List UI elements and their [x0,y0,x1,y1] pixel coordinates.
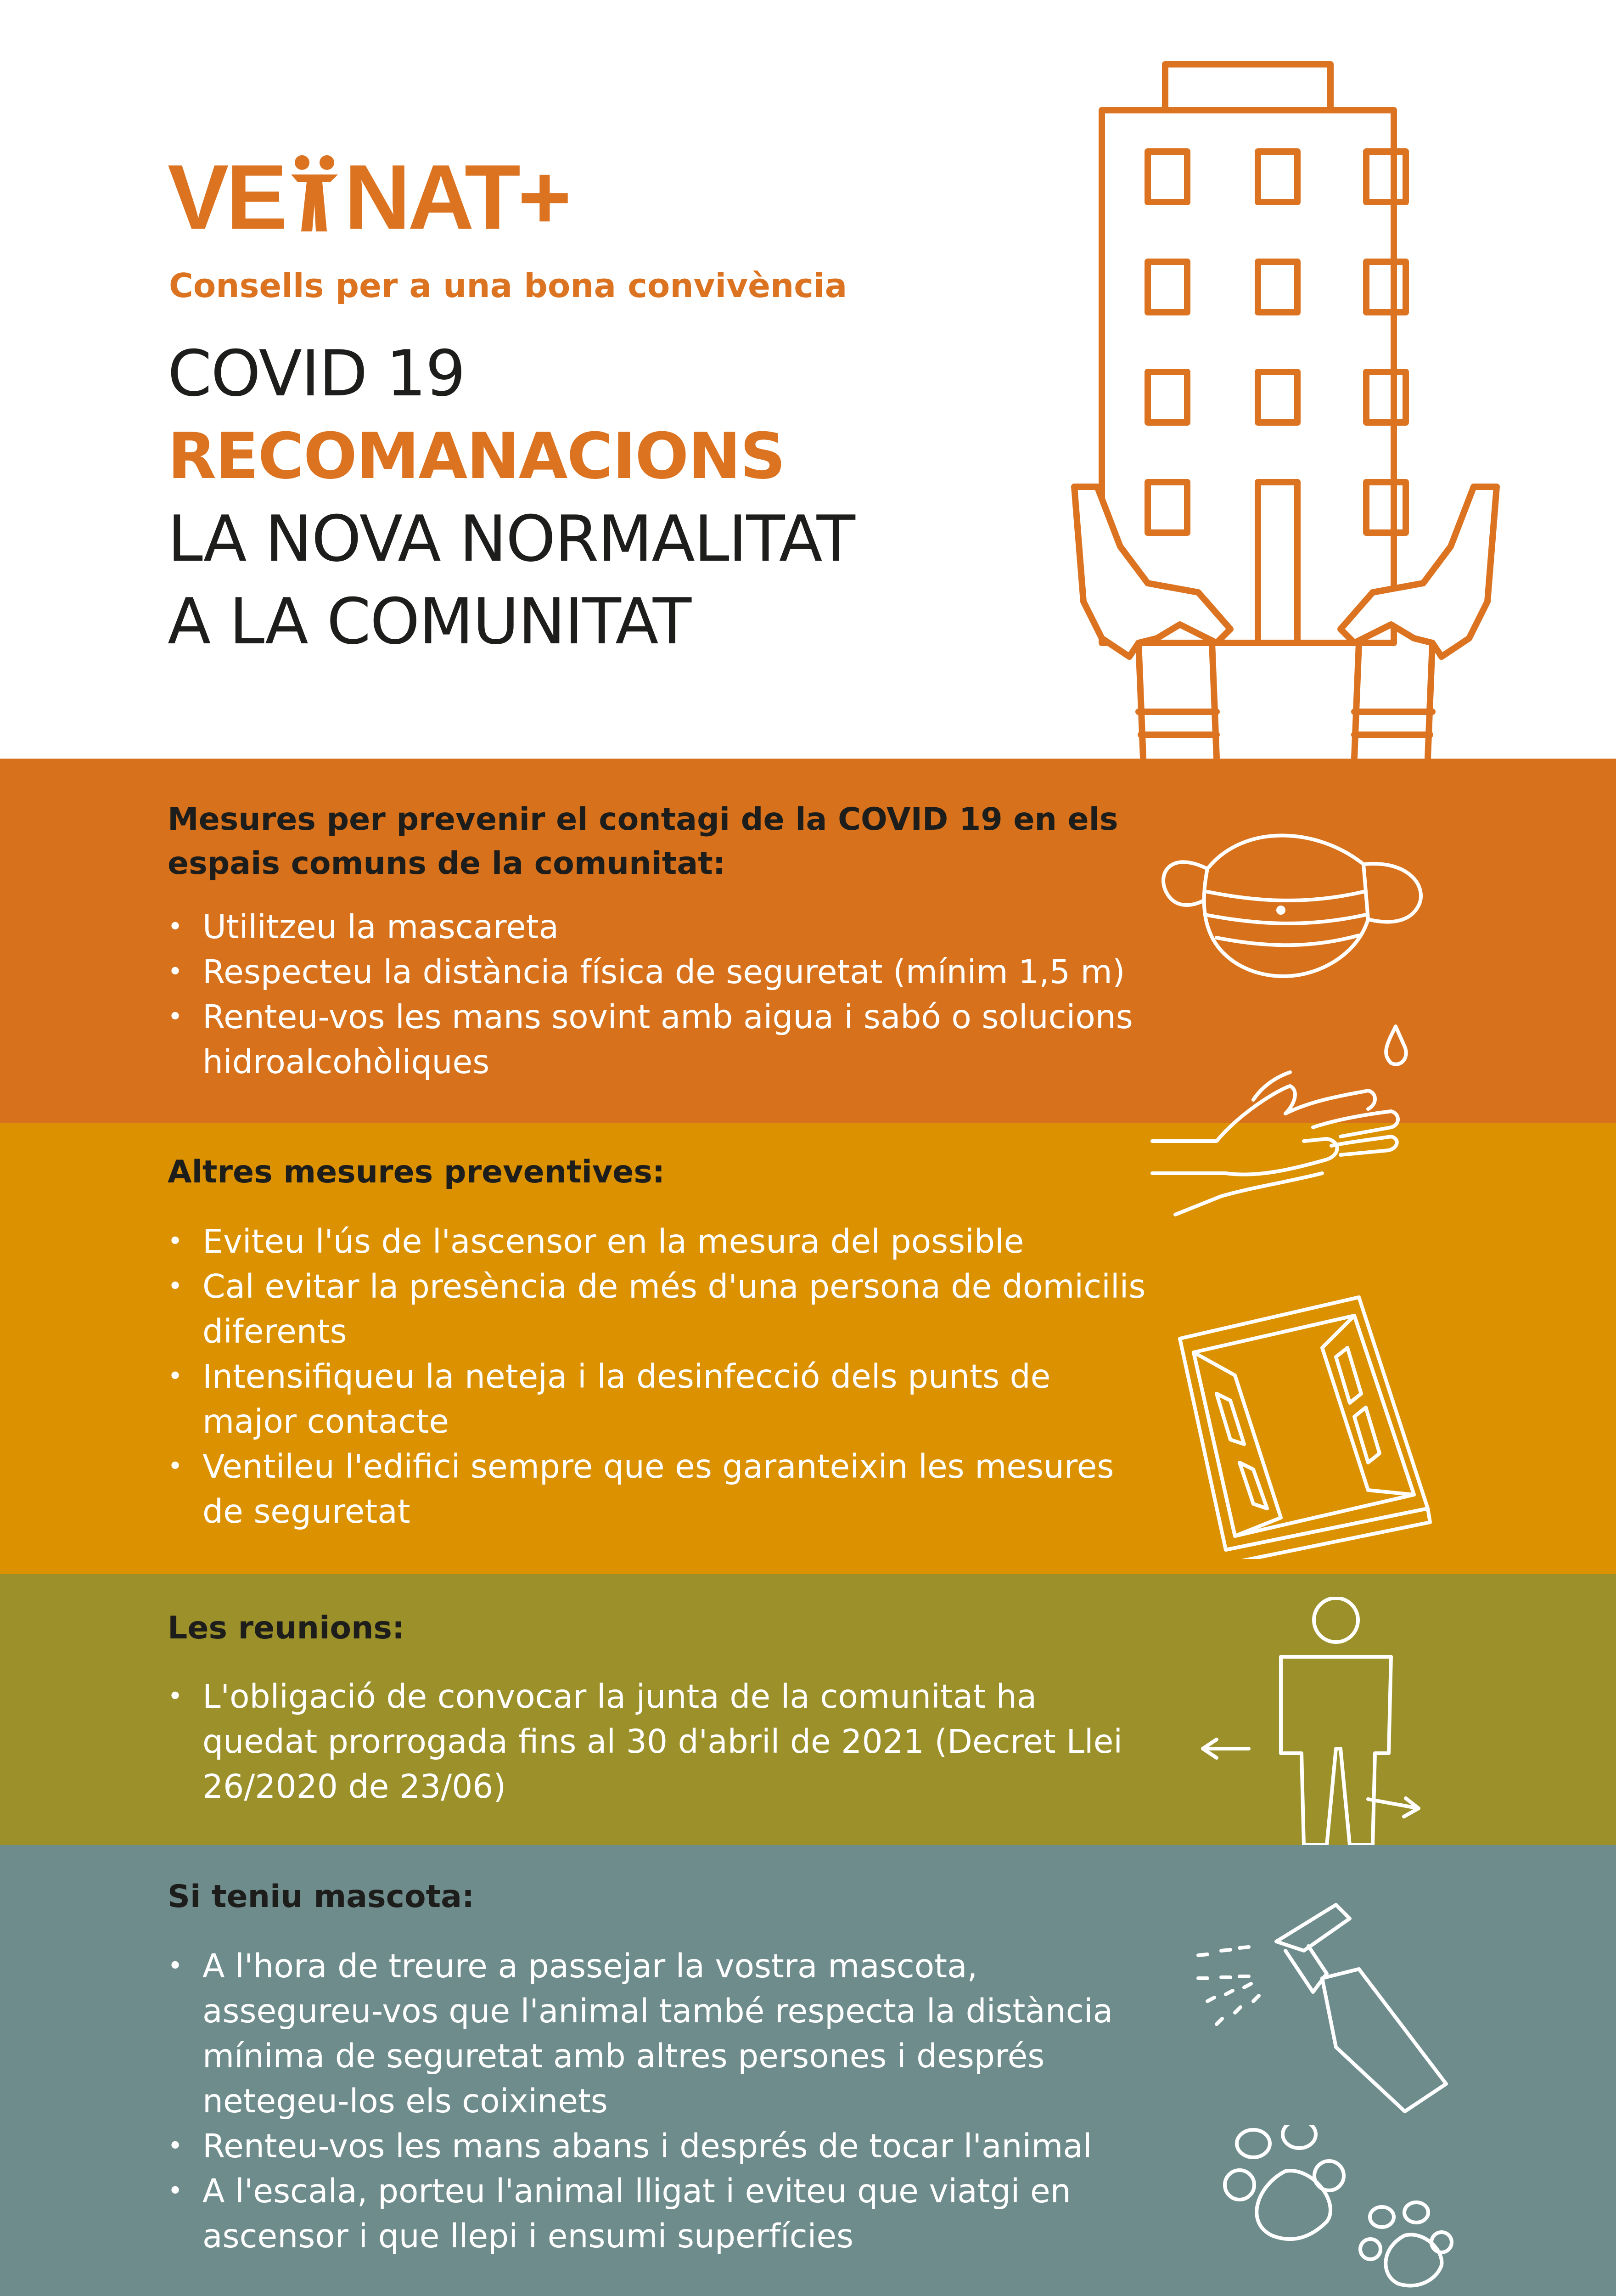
list-item: • Respecteu la distància física de seguretat (mínim 1,5 m) [168,950,1155,995]
list-item: • Renteu-vos les mans abans i després de tocar l'animal [168,2124,1155,2169]
section-title: Si teniu mascota: [168,1879,475,1915]
heading-line-1: COVID 19 [168,337,465,411]
section-meetings [0,1574,1616,1845]
bullet-list [168,1674,1155,1809]
section-title: Mesures per prevenir el contagi de la COVID 19 en els espais comuns de la comunitat: [168,801,1118,882]
heading-line-3: LA NOVA NORMALITAT [168,502,854,576]
section-other-measures [0,1123,1616,1574]
list-item: • A l'hora de treure a passejar la vostra mascota, assegureu-vos que l'animal també respecta la distància mínima de seguretat amb altres persones i després netegeu-los els coixinets [168,1944,1155,2124]
list-item: • Intensifiqueu la neteja i la desinfecció dels punts de major contacte [168,1354,1155,1444]
brand-logo-left: VE [168,146,285,248]
building-hands-icon [1065,60,1506,762]
mask-icon [1152,814,1437,1002]
section-title: Les reunions: [168,1610,405,1646]
bullet-list [168,1219,1155,1534]
list-item: • Ventileu l'edifici sempre que es garanteixin les mesures de seguretat [168,1444,1155,1534]
list-item: • Utilitzeu la mascareta [168,905,1155,950]
list-item: • Eviteu l'ús de l'ascensor en la mesura del possible [168,1219,1155,1264]
list-item: • A l'escala, porteu l'animal lligat i eviteu que viatgi en ascensor i que llepi i ensumi superfícies [168,2169,1155,2259]
brand-logo-right: NAT+ [344,146,569,248]
heading-line-4: A LA COMUNITAT [168,585,691,658]
brand-logo [168,146,569,248]
bullet-list [168,1944,1155,2259]
person-distance-icon [1198,1597,1423,1854]
heading-line-2: RECOMANACIONS [168,419,785,493]
washing-hands-icon [1148,1022,1442,1251]
list-item: • Renteu-vos les mans sovint amb aigua i sabó o solucions hidroalcohòliques [168,995,1155,1085]
list-item: • L'obligació de convocar la junta de la comunitat ha quedat prorrogada fins al 30 d'abril de 2021 (Decret Llei 26/2020 de 23/06) [168,1674,1155,1809]
paw-icon [1217,2125,1464,2296]
section-pets [0,1845,1616,2296]
section-title: Altres mesures preventives: [168,1154,665,1190]
door-icon [1175,1293,1432,1559]
list-item: • Cal evitar la presència de més d'una persona de domicilis diferents [168,1264,1155,1354]
subtitle: Consells per a una bona convivència [169,266,847,305]
bullet-list [168,905,1155,1085]
spray-bottle-icon [1189,1900,1455,2116]
brand-figure-icon [285,154,344,232]
